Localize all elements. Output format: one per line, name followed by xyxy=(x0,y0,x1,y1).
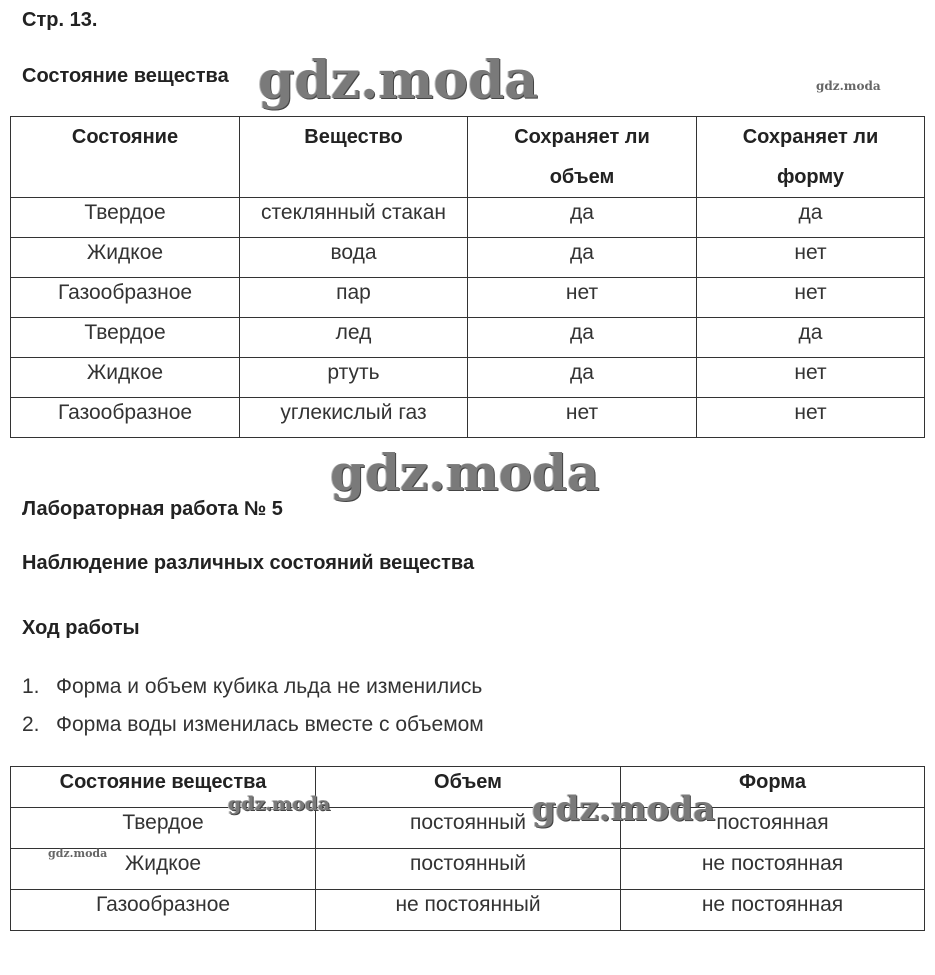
table-row xyxy=(11,808,925,849)
table-cell: нет xyxy=(468,398,697,438)
watermark: gdz.moda xyxy=(228,793,331,815)
table-cell: да xyxy=(468,358,697,398)
table-cell: Газообразное xyxy=(11,398,240,438)
watermark: gdz.moda xyxy=(258,50,539,111)
procedure-title: Ход работы xyxy=(22,617,140,639)
list-text: Форма воды изменилась вместе с объемом xyxy=(56,713,484,736)
header-cell: Состояние xyxy=(11,117,240,198)
lab-subtitle: Наблюдение различных состояний вещества xyxy=(22,552,475,574)
table-row xyxy=(11,198,925,238)
table-cell: не постоянная xyxy=(621,849,925,890)
table-cell: нет xyxy=(697,358,925,398)
table-cell: Твердое xyxy=(11,318,240,358)
table-row xyxy=(11,318,925,358)
table-cell: не постоянный xyxy=(316,890,621,931)
table-cell: да xyxy=(468,198,697,238)
header-cell: Сохраняет ли объем xyxy=(468,117,697,198)
watermark: gdz.moda xyxy=(532,789,716,829)
table-cell: нет xyxy=(697,238,925,278)
table-cell: постоянная xyxy=(621,808,925,849)
table-cell: вода xyxy=(240,238,468,278)
table-cell: нет xyxy=(697,398,925,438)
table-cell: постоянный xyxy=(316,849,621,890)
table-header-row xyxy=(11,767,925,808)
list-item xyxy=(22,674,482,700)
header-cell: Объем xyxy=(316,767,621,808)
list-text: Форма и объем кубика льда не изменились xyxy=(56,675,483,698)
table-cell: нет xyxy=(468,278,697,318)
lab-title: Лабораторная работа № 5 xyxy=(22,498,283,520)
list-number: 1. xyxy=(22,675,40,698)
table-cell: Жидкое xyxy=(11,849,316,890)
table-row xyxy=(11,398,925,438)
header-cell: Форма xyxy=(621,767,925,808)
watermark: gdz.moda xyxy=(330,443,600,502)
table-cell: постоянный xyxy=(316,808,621,849)
header-cell: Вещество xyxy=(240,117,468,198)
table-cell: Твердое xyxy=(11,808,316,849)
table-cell: Газообразное xyxy=(11,278,240,318)
table-cell: пар xyxy=(240,278,468,318)
list-number: 2. xyxy=(22,713,40,736)
table-header-row xyxy=(11,117,925,198)
page-number: Стр. 13. xyxy=(22,9,98,31)
table-row xyxy=(11,890,925,931)
table-cell: ртуть xyxy=(240,358,468,398)
header-cell: Состояние вещества xyxy=(11,767,316,808)
watermark: gdz.moda xyxy=(816,79,881,93)
table-cell: стеклянный стакан xyxy=(240,198,468,238)
table-cell: не постоянная xyxy=(621,890,925,931)
list-item xyxy=(22,712,484,738)
states-table xyxy=(10,116,925,438)
table-cell: Жидкое xyxy=(11,238,240,278)
watermark: gdz.moda xyxy=(48,847,108,860)
table-cell: да xyxy=(468,238,697,278)
table-cell: да xyxy=(697,318,925,358)
section-title: Состояние вещества xyxy=(22,65,229,87)
table-row xyxy=(11,358,925,398)
table-row xyxy=(11,238,925,278)
table-cell: да xyxy=(468,318,697,358)
table-cell: Газообразное xyxy=(11,890,316,931)
table-cell: нет xyxy=(697,278,925,318)
table-cell: да xyxy=(697,198,925,238)
table-row xyxy=(11,849,925,890)
properties-table xyxy=(10,766,925,931)
table-cell: лед xyxy=(240,318,468,358)
table-cell: Твердое xyxy=(11,198,240,238)
header-cell: Сохраняет ли форму xyxy=(697,117,925,198)
table-cell: углекислый газ xyxy=(240,398,468,438)
table-row xyxy=(11,278,925,318)
table-cell: Жидкое xyxy=(11,358,240,398)
